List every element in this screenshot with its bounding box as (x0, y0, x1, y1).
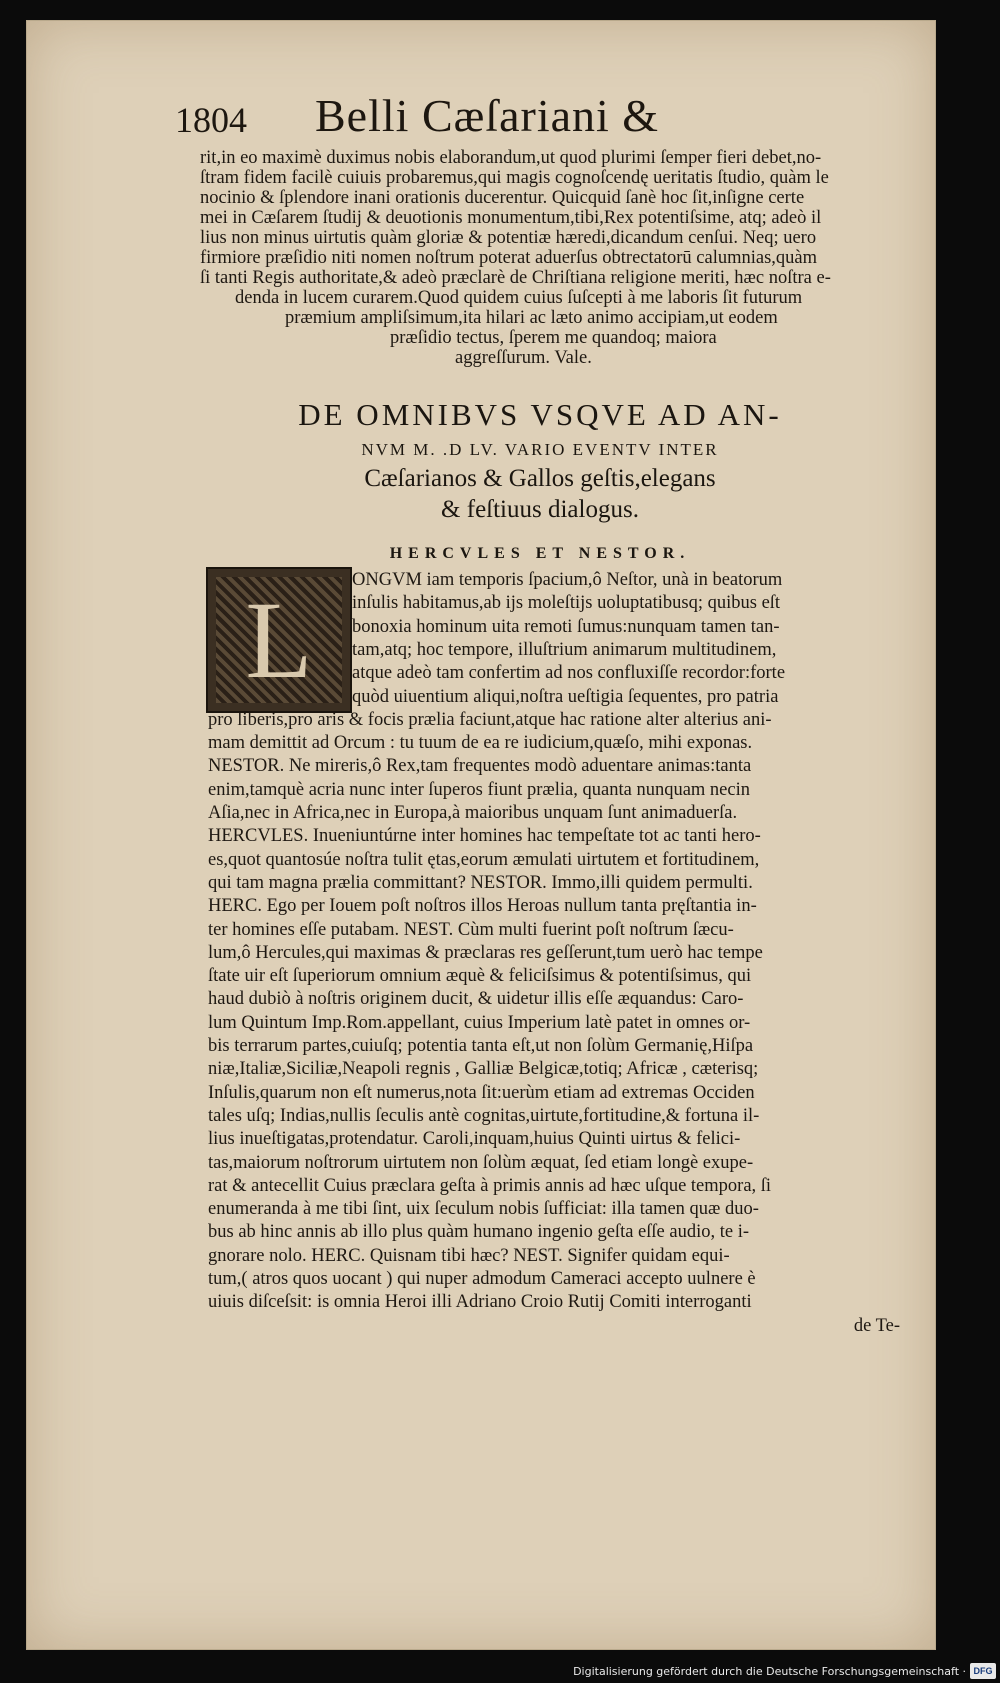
dialogue-line: tam,atq; hoc tempore, illuſtrium animarum multitudinem, (352, 639, 777, 660)
dialogue-line: tas,maiorum noſtrorum uirtutem non ſolùm æquat, ſed etiam longè exupe- (208, 1152, 754, 1173)
preface-line: præmium ampliſsimum,ita hilari ac læto animo accipiam,ut eodem (285, 308, 778, 328)
dialogue-line: ONGVM iam temporis ſpacium,ô Neſtor, unà in beatorum (352, 570, 783, 590)
dialogue-line: bonoxia hominum uita remoti ſumus:nunquam tamen tan- (352, 616, 780, 637)
dialogue-line: enim,tamquè acria nunc inter ſuperos fiunt prælia, quanta nunquam necin (208, 779, 750, 800)
dialogue-line: bis terrarum partes,cuiuſq; potentia tanta eſt,ut non ſolùm Germanię,Hiſpa (208, 1036, 754, 1056)
dialogue-line: NESTOR. Ne mireris,ô Rex,tam frequentes modò aduentare animas:tanta (208, 756, 752, 777)
page-number: 1804 (175, 100, 247, 140)
preface-line: nocinio & ſplendore inani orationis ducerentur. Quicquid ſanè hoc ſit,inſigne certe (200, 188, 805, 208)
dialogue-speakers: HERCVLES ET NESTOR. (389, 545, 691, 562)
dialogue-line: pro liberis,pro aris & focis prælia faciunt,atque hac ratione alter alterius ani- (208, 709, 772, 730)
preface-line: denda in lucem curarem.Quod quidem cuius ſuſcepti à me laboris ſit futurum (235, 288, 803, 308)
dialogue-line: mam demittit ad Orcum : tu tuum de ea re iudicium,quæſo, mihi exponas. (208, 733, 753, 754)
dialogue-line: lius inueſtigatas,protendatur. Caroli,inquam,huius Quinti uirtus & felici- (208, 1129, 741, 1150)
dialogue-line: tales uſq; Indias,nullis ſeculis antè cognitas,uirtute,fortitudine,& fortuna il- (208, 1105, 760, 1126)
dialogue-line: qui tam magna prælia committant? NESTOR. Immo,illi quidem permulti. (208, 872, 753, 893)
preface-text (200, 148, 900, 368)
dialogue-line: quòd uiuentium aliqui,noſtra ueſtigia ſequentes, pro patria (352, 686, 779, 707)
title-line-2: NVM M. .D LV. VARIO EVENTV INTER (361, 440, 719, 459)
running-title: Belli Cæſariani & (315, 90, 660, 141)
dialogue-line: gnorare nolo. HERC. Quisnam tibi hæc? NEST. Signifer quidam equi- (208, 1245, 730, 1266)
preface-line: rit,in eo maximè duximus nobis elaborandum,ut quod plurimi ſemper fieri debet,no- (200, 148, 822, 168)
dialogue-line: uiuis diſceſsit: is omnia Heroi illi Adriano Croio Rutij Comiti interroganti (208, 1292, 752, 1313)
dialogue-line: enumeranda à me tibi ſint, uix ſeculum nobis ſufficiat: illa tamen quæ duo- (208, 1199, 759, 1220)
dfg-logo: DFG (970, 1663, 996, 1679)
initial-letter: L (245, 579, 313, 701)
dialogue-line: niæ,Italiæ,Siciliæ,Neapoli regnis , Galliæ Belgicæ,totiq; Africæ , cæterisq; (208, 1059, 759, 1080)
digitization-credit: Digitalisierung gefördert durch die Deutsche Forschungsgemeinschaft · (573, 1665, 966, 1678)
dialogue-line: bus ab hinc annis ab illo plus quàm humano ingenio geſta eſſe audio, te i- (208, 1222, 750, 1243)
dialogue-line: lum,ô Hercules,qui maximas & præclaras res geſſerunt,tum uerò hac tempe (208, 942, 763, 963)
preface-line: ſtram fidem facilè cuiuis probaremus,qui magis cognoſcendę ueritatis ſtudio, quàm le (200, 168, 829, 188)
title-line-3: Cæſarianos & Gallos geſtis,elegans (364, 465, 716, 492)
dialogue-line: lum Quintum Imp.Rom.appellant, cuius Imperium latè patet in omnes or- (208, 1012, 751, 1033)
title-line-1: DE OMNIBVS VSQVE AD AN- (298, 397, 782, 432)
dialogue-line: Aſia,nec in Africa,nec in Europa,à maioribus unquam ſunt animaduerſa. (208, 803, 738, 823)
scan-border (960, 0, 1000, 1683)
preface-line: ſi tanti Regis authoritate,& adeò præclarè de Chriſtiana religione meriti, hæc noſtra e- (200, 268, 831, 288)
preface-line: præſidio tectus, ſperem me quandoq; maiora (390, 328, 717, 348)
dialogue-line: HERC. Ego per Iouem poſt noſtros illos Heroas nullum tanta pręſtantia in- (208, 896, 757, 917)
dialogue-line: de Te- (853, 1315, 900, 1336)
preface-line: mei in Cæſarem ſtudij & deuotionis monumentum,tibi,Rex potentiſsime, atq; adeò il (200, 208, 822, 228)
dialogue-line: HERCVLES. Inueniuntúrne inter homines hac tempeſtate tot ac tanti hero- (208, 826, 761, 847)
dialogue-line: tum,( atros quos uocant ) qui nuper admodum Cameraci accepto uulnere è (208, 1269, 756, 1289)
dialogue-line: inſulis habitamus,ab ijs moleſtijs uoluptatibusq; quibus eſt (352, 593, 781, 614)
dialogue-line: rat & antecellit Cuius præclara geſta à primis annis ad hæc uſque tempora, ſi (208, 1175, 772, 1196)
dialogue-line: ſtate uir eſt ſuperiorum omnium æquè & feliciſsimus & potentiſsimus, qui (208, 966, 752, 987)
dialogue-line: atque adeò tam confertim ad nos confluxiſſe recordor:forte (352, 663, 786, 684)
title-line-4: & feſtiuus dialogus. (441, 496, 639, 523)
decorated-initial (206, 567, 352, 713)
page-header (175, 90, 895, 145)
dialogue-line: Inſulis,quarum non eſt numerus,nota ſit:uerùm etiam ad extremas Occiden (208, 1082, 755, 1103)
dialogue-line: haud dubiò à noſtris originem ducit, & uidetur illis eſſe æquandus: Caro- (208, 989, 744, 1010)
preface-line: aggreſſurum. Vale. (455, 348, 592, 368)
dialogue-line: es,quot quantosúe noſtra tulit ętas,eorum æmulati uirtutem et fortitudinem, (208, 849, 760, 870)
dialogue-line: ter homines eſſe putabam. NEST. Cùm multi fuerint poſt noſtrum ſæcu- (208, 919, 734, 940)
preface-line: lius non minus uirtutis quàm gloriæ & potentiæ hæredi,dicandum cenſui. Neq; uero (200, 228, 817, 248)
preface-line: firmiore præſidio niti nomen noſtrum poterat aduerſus obtrectatorū calumnias,quàm (200, 248, 818, 268)
